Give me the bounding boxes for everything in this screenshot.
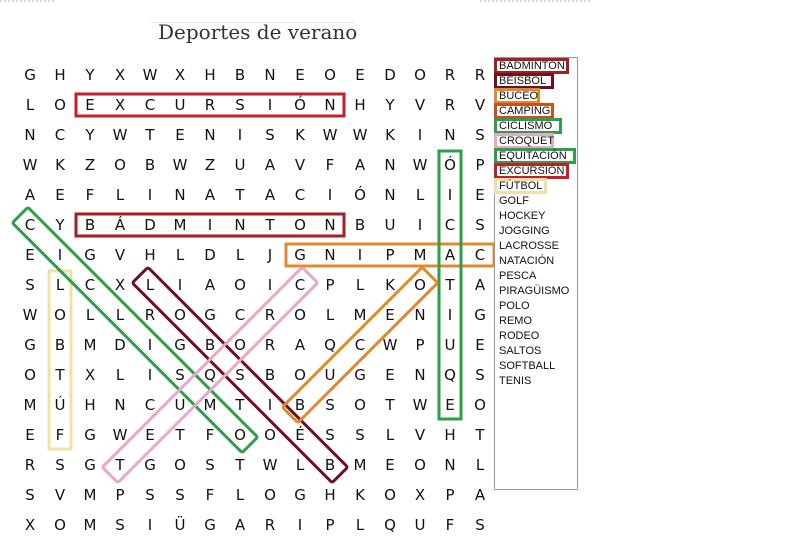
grid-cell[interactable]: E — [385, 306, 395, 324]
grid-cell[interactable]: Ü — [174, 516, 186, 534]
grid-cell[interactable]: G — [474, 306, 486, 324]
grid-cell[interactable]: I — [147, 336, 153, 354]
grid-cell[interactable]: I — [147, 366, 153, 384]
grid-cell[interactable]: C — [294, 276, 306, 294]
grid-cell[interactable]: S — [55, 456, 65, 474]
word-list-item: LACROSSE — [499, 240, 559, 252]
grid-cell[interactable]: O — [264, 486, 276, 504]
grid-cell[interactable]: Y — [385, 96, 395, 114]
grid-cell[interactable]: I — [297, 516, 303, 534]
grid-cell[interactable]: G — [354, 366, 366, 384]
grid-cell[interactable]: X — [114, 96, 126, 114]
grid-cell[interactable]: W — [352, 126, 368, 144]
grid-cell[interactable]: H — [204, 66, 216, 84]
grid-cell[interactable]: A — [264, 156, 276, 174]
grid-cell[interactable]: Q — [204, 366, 216, 384]
grid-cell[interactable]: R — [264, 516, 276, 534]
grid-cell[interactable]: S — [25, 276, 35, 294]
grid-cell[interactable]: A — [444, 246, 456, 264]
grid-cell[interactable]: N — [24, 126, 36, 144]
grid-cell[interactable]: I — [327, 186, 333, 204]
grid-cell[interactable]: Y — [55, 216, 65, 234]
grid-cell[interactable]: W — [172, 156, 188, 174]
grid-cell[interactable]: K — [55, 156, 65, 174]
grid-cell[interactable]: D — [384, 66, 396, 84]
grid-cell[interactable]: U — [174, 96, 186, 114]
grid-cell[interactable]: C — [54, 126, 66, 144]
grid-cell[interactable]: T — [385, 396, 395, 414]
grid-cell[interactable]: S — [475, 126, 485, 144]
grid-cell[interactable]: É — [295, 426, 305, 444]
grid-cell[interactable]: A — [264, 186, 276, 204]
grid-cell[interactable]: W — [142, 66, 158, 84]
grid-cell[interactable]: N — [324, 96, 336, 114]
grid-cell[interactable]: X — [84, 366, 96, 384]
grid-cell[interactable]: S — [205, 456, 215, 474]
grid-cell[interactable]: C — [24, 216, 36, 234]
grid-cell[interactable]: O — [324, 66, 336, 84]
grid-cell[interactable]: H — [444, 426, 456, 444]
grid-cell[interactable]: I — [147, 516, 153, 534]
grid-cell[interactable]: U — [234, 156, 246, 174]
grid-cell[interactable]: C — [234, 306, 246, 324]
grid-cell[interactable]: R — [204, 96, 216, 114]
grid-cell[interactable]: U — [414, 516, 426, 534]
grid-cell[interactable]: X — [414, 486, 426, 504]
grid-cell[interactable]: I — [447, 186, 453, 204]
grid-cell[interactable]: S — [235, 366, 245, 384]
grid-cell[interactable]: R — [24, 456, 36, 474]
grid-cell[interactable]: A — [354, 156, 366, 174]
top-border-left — [0, 0, 56, 2]
grid-cell[interactable]: E — [475, 186, 485, 204]
grid-cell[interactable]: T — [475, 426, 485, 444]
grid-cell[interactable]: S — [475, 216, 485, 234]
grid-cell[interactable]: A — [204, 186, 216, 204]
grid-cell[interactable]: I — [357, 246, 363, 264]
grid-cell[interactable]: I — [147, 186, 153, 204]
grid-cell[interactable]: H — [324, 486, 336, 504]
grid-cell[interactable]: W — [112, 426, 128, 444]
word-list-item: CICLISMO — [499, 120, 553, 132]
grid-cell[interactable]: O — [234, 336, 246, 354]
grid-cell[interactable]: M — [413, 246, 427, 264]
grid-cell[interactable]: X — [114, 66, 126, 84]
grid-cell[interactable]: N — [444, 126, 456, 144]
grid-cell[interactable]: K — [385, 126, 395, 144]
grid-cell[interactable]: K — [295, 126, 305, 144]
grid-cell[interactable]: V — [474, 96, 486, 114]
grid-cell[interactable]: L — [475, 456, 485, 474]
grid-cell[interactable]: S — [175, 366, 185, 384]
grid-cell[interactable]: S — [475, 516, 485, 534]
grid-cell[interactable]: Q — [444, 366, 456, 384]
grid-cell[interactable]: M — [83, 516, 97, 534]
grid-cell[interactable]: A — [234, 516, 246, 534]
grid-cell[interactable]: T — [235, 456, 245, 474]
grid-cell[interactable]: O — [234, 276, 246, 294]
grid-cell[interactable]: L — [25, 96, 35, 114]
grid-cell[interactable]: N — [324, 216, 336, 234]
grid-cell[interactable]: A — [204, 276, 216, 294]
grid-cell[interactable]: F — [445, 516, 455, 534]
grid-cell[interactable]: T — [235, 396, 245, 414]
grid-cell[interactable]: W — [382, 336, 398, 354]
grid-cell[interactable]: U — [444, 336, 456, 354]
grid-cell[interactable]: P — [385, 246, 395, 264]
grid-cell[interactable]: E — [25, 426, 35, 444]
grid-cell[interactable]: O — [294, 366, 306, 384]
grid-cell[interactable]: B — [264, 366, 276, 384]
grid-cell[interactable]: M — [83, 486, 97, 504]
grid-cell[interactable]: T — [445, 276, 455, 294]
grid-cell[interactable]: O — [54, 96, 66, 114]
grid-cell[interactable]: E — [145, 426, 155, 444]
grid-cell[interactable]: H — [84, 396, 96, 414]
grid-cell[interactable]: A — [474, 276, 486, 294]
grid-cell[interactable]: L — [355, 516, 365, 534]
word-list-item: TENIS — [499, 375, 532, 387]
grid-cell[interactable]: L — [295, 456, 305, 474]
grid-cell[interactable]: Ó — [294, 96, 306, 114]
grid-cell[interactable]: D — [114, 336, 126, 354]
grid-cell[interactable]: J — [267, 246, 273, 264]
grid-cell[interactable]: R — [444, 96, 456, 114]
grid-cell[interactable]: T — [235, 186, 245, 204]
grid-cell[interactable]: N — [444, 456, 456, 474]
grid-cell[interactable]: V — [54, 486, 66, 504]
grid-cell[interactable]: Ú — [54, 396, 66, 414]
grid-cell[interactable]: P — [415, 336, 425, 354]
grid-cell[interactable]: O — [474, 396, 486, 414]
grid-cell[interactable]: X — [174, 66, 186, 84]
grid-cell[interactable]: L — [115, 186, 125, 204]
grid-cell[interactable]: B — [234, 66, 246, 84]
grid-cell[interactable]: B — [324, 456, 336, 474]
top-border-right — [480, 0, 590, 2]
grid-cell[interactable]: G — [84, 246, 96, 264]
grid-cell[interactable]: D — [144, 216, 156, 234]
grid-cell[interactable]: A — [24, 186, 36, 204]
grid-cell[interactable]: O — [54, 516, 66, 534]
grid-cell[interactable]: G — [294, 486, 306, 504]
grid-cell[interactable]: T — [265, 216, 275, 234]
grid-cell[interactable]: R — [144, 306, 156, 324]
grid-cell[interactable]: O — [384, 486, 396, 504]
grid-cell[interactable]: O — [414, 456, 426, 474]
grid-cell[interactable]: S — [355, 426, 365, 444]
word-list-item: REMO — [499, 315, 532, 327]
word-list-item: EXCURSIÓN — [499, 165, 565, 177]
grid-cell[interactable]: B — [354, 216, 366, 234]
grid-cell[interactable]: E — [25, 246, 35, 264]
grid-cell[interactable]: O — [234, 426, 246, 444]
grid-cell[interactable]: O — [294, 306, 306, 324]
grid-cell[interactable]: F — [55, 426, 65, 444]
grid-cell[interactable]: M — [353, 306, 367, 324]
grid-cell[interactable]: B — [54, 336, 66, 354]
grid-cell[interactable]: S — [265, 126, 275, 144]
grid-cell[interactable]: R — [444, 66, 456, 84]
grid-cell[interactable]: M — [173, 216, 187, 234]
grid-cell[interactable]: R — [264, 336, 276, 354]
word-list-item: RODEO — [499, 330, 540, 342]
grid-cell[interactable]: Á — [114, 216, 126, 234]
grid-cell[interactable]: V — [294, 156, 306, 174]
word-list-item: BÉISBOL — [499, 75, 547, 87]
grid-cell[interactable]: E — [295, 66, 305, 84]
word-list-item: BÁDMINTON — [499, 60, 565, 72]
grid-cell[interactable]: W — [22, 156, 38, 174]
grid-cell[interactable]: M — [83, 336, 97, 354]
grid-cell[interactable]: T — [115, 456, 125, 474]
grid-cell[interactable]: B — [144, 156, 156, 174]
grid-cell[interactable]: H — [354, 96, 366, 114]
grid-cell[interactable]: W — [412, 156, 428, 174]
grid-cell[interactable]: C — [474, 246, 486, 264]
grid-cell[interactable]: N — [174, 186, 186, 204]
grid-cell[interactable]: L — [55, 276, 65, 294]
grid-cell[interactable]: E — [355, 66, 365, 84]
grid-cell[interactable]: D — [204, 246, 216, 264]
grid-cell[interactable]: F — [325, 156, 335, 174]
grid-cell[interactable]: U — [174, 396, 186, 414]
grid-cell[interactable]: Y — [85, 126, 95, 144]
grid-cell[interactable]: G — [84, 456, 96, 474]
grid-cell[interactable]: Q — [384, 516, 396, 534]
grid-cell[interactable]: G — [24, 66, 36, 84]
grid-cell[interactable]: C — [144, 396, 156, 414]
grid-cell[interactable]: Ó — [444, 156, 456, 174]
grid-cell[interactable]: Z — [84, 156, 96, 174]
grid-cell[interactable]: I — [267, 276, 273, 294]
grid-cell[interactable]: L — [355, 276, 365, 294]
grid-cell[interactable]: B — [84, 216, 96, 234]
grid-cell[interactable]: V — [414, 96, 426, 114]
grid-cell[interactable]: W — [322, 126, 338, 144]
grid-cell[interactable]: U — [384, 216, 396, 234]
grid-cell[interactable]: Z — [204, 156, 216, 174]
grid-cell[interactable]: N — [384, 186, 396, 204]
grid-cell[interactable]: E — [85, 96, 95, 114]
grid-cell[interactable]: W — [412, 396, 428, 414]
grid-cell[interactable]: E — [385, 456, 395, 474]
word-list-item: CROQUET — [499, 135, 554, 147]
grid-cell[interactable]: C — [84, 276, 96, 294]
grid-cell[interactable]: G — [204, 306, 216, 324]
grid-cell[interactable]: I — [177, 276, 183, 294]
grid-cell[interactable]: F — [205, 486, 215, 504]
grid-cell[interactable]: L — [235, 246, 245, 264]
grid-cell[interactable]: P — [325, 516, 335, 534]
grid-cell[interactable]: E — [475, 336, 485, 354]
grid-cell[interactable]: F — [205, 426, 215, 444]
grid-cell[interactable]: S — [325, 396, 335, 414]
grid-cell[interactable]: L — [235, 486, 245, 504]
grid-cell[interactable]: O — [354, 396, 366, 414]
grid-cell[interactable]: N — [234, 216, 246, 234]
grid-cell[interactable]: K — [355, 486, 365, 504]
grid-cell[interactable]: I — [207, 216, 213, 234]
grid-cell[interactable]: C — [144, 96, 156, 114]
grid-cell[interactable]: K — [385, 276, 395, 294]
grid-cell[interactable]: G — [144, 456, 156, 474]
grid-cell[interactable]: I — [417, 126, 423, 144]
grid-cell[interactable]: H — [144, 246, 156, 264]
word-list-item: SOFTBALL — [499, 360, 556, 372]
grid-cell[interactable]: I — [417, 216, 423, 234]
grid-cell[interactable]: C — [444, 216, 456, 234]
grid-cell[interactable]: S — [175, 486, 185, 504]
grid-cell[interactable]: O — [114, 156, 126, 174]
grid-cell[interactable]: S — [475, 366, 485, 384]
grid-cell[interactable]: O — [24, 366, 36, 384]
grid-cell[interactable]: L — [415, 186, 425, 204]
grid-cell[interactable]: O — [264, 426, 276, 444]
grid-cell[interactable]: L — [115, 366, 125, 384]
grid-cell[interactable]: R — [264, 306, 276, 324]
word-list-item: PESCA — [499, 270, 537, 282]
word-list-panel — [494, 57, 578, 490]
grid-cell[interactable]: U — [324, 366, 336, 384]
grid-cell[interactable]: Q — [324, 336, 336, 354]
grid-cell[interactable]: O — [414, 66, 426, 84]
grid-cell[interactable]: S — [115, 516, 125, 534]
grid-cell[interactable]: L — [385, 426, 395, 444]
grid-cell[interactable]: G — [84, 426, 96, 444]
grid-cell[interactable]: T — [175, 426, 185, 444]
grid-cell[interactable]: W — [262, 456, 278, 474]
grid-cell[interactable]: G — [294, 246, 306, 264]
grid-cell[interactable]: V — [414, 426, 426, 444]
grid-cell[interactable]: C — [354, 336, 366, 354]
grid-cell[interactable]: N — [324, 246, 336, 264]
grid-cell[interactable]: B — [204, 336, 216, 354]
grid-cell[interactable]: O — [54, 306, 66, 324]
grid-cell[interactable]: O — [174, 306, 186, 324]
grid-cell[interactable]: R — [474, 66, 486, 84]
word-list-item: FÚTBOL — [499, 180, 543, 192]
grid-cell[interactable]: P — [325, 276, 335, 294]
grid-cell[interactable]: E — [175, 126, 185, 144]
grid-cell[interactable]: P — [445, 486, 455, 504]
word-list-item: BUCEO — [499, 90, 539, 102]
puzzle-title: Deportes de verano — [158, 20, 358, 44]
word-list-item: JOGGING — [499, 225, 550, 237]
grid-cell[interactable]: G — [204, 516, 216, 534]
grid-cell[interactable]: N — [384, 156, 396, 174]
word-list-item: EQUITACIÓN — [499, 150, 567, 162]
grid-cell[interactable]: L — [175, 246, 185, 264]
grid-cell[interactable]: Ó — [354, 186, 366, 204]
grid-cell[interactable]: N — [114, 396, 126, 414]
grid-cell[interactable]: M — [23, 396, 37, 414]
grid-cell[interactable]: A — [474, 486, 486, 504]
grid-cell[interactable]: O — [174, 456, 186, 474]
grid-cell[interactable]: S — [325, 426, 335, 444]
word-list-item: POLO — [499, 300, 530, 312]
grid-cell[interactable]: E — [445, 396, 455, 414]
grid-cell[interactable]: N — [264, 66, 276, 84]
grid-cell[interactable]: Y — [85, 66, 95, 84]
grid-cell[interactable]: X — [114, 276, 126, 294]
grid-cell[interactable]: W — [22, 306, 38, 324]
grid-cell[interactable]: L — [145, 276, 155, 294]
grid-cell[interactable]: O — [294, 216, 306, 234]
grid-cell[interactable]: S — [25, 486, 35, 504]
grid-cell[interactable]: E — [55, 186, 65, 204]
grid-cell[interactable]: A — [294, 336, 306, 354]
grid-cell[interactable]: I — [267, 396, 273, 414]
grid-cell[interactable]: O — [414, 276, 426, 294]
grid-cell[interactable]: L — [85, 306, 95, 324]
grid-cell[interactable]: N — [414, 306, 426, 324]
grid-cell[interactable]: N — [414, 366, 426, 384]
word-list-item: GOLF — [499, 195, 529, 207]
grid-cell[interactable]: X — [24, 516, 36, 534]
grid-cell[interactable]: B — [294, 396, 306, 414]
grid-cell[interactable]: I — [447, 306, 453, 324]
word-list-item: CAMPING — [499, 105, 551, 117]
grid-cell[interactable]: I — [57, 246, 63, 264]
grid-cell[interactable]: S — [235, 96, 245, 114]
grid-cell[interactable]: H — [54, 66, 66, 84]
grid-cell[interactable]: V — [114, 246, 126, 264]
grid-cell[interactable]: C — [294, 186, 306, 204]
grid-cell[interactable]: I — [267, 96, 273, 114]
word-list-item: HOCKEY — [499, 210, 546, 222]
grid-cell[interactable]: T — [55, 366, 65, 384]
grid-cell[interactable]: G — [24, 336, 36, 354]
grid-cell[interactable]: L — [325, 306, 335, 324]
word-list-item: PIRAGÜISMO — [499, 285, 570, 297]
grid-cell[interactable]: G — [174, 336, 186, 354]
grid-cell[interactable]: P — [475, 156, 485, 174]
grid-cell[interactable]: M — [203, 396, 217, 414]
grid-cell[interactable]: I — [237, 126, 243, 144]
grid-cell[interactable]: L — [115, 306, 125, 324]
grid-cell[interactable]: W — [112, 126, 128, 144]
grid-cell[interactable]: M — [353, 456, 367, 474]
grid-cell[interactable]: F — [85, 186, 95, 204]
grid-cell[interactable]: N — [204, 126, 216, 144]
grid-cell[interactable]: T — [145, 126, 155, 144]
grid-cell[interactable]: S — [145, 486, 155, 504]
grid-cell[interactable]: E — [385, 366, 395, 384]
word-list-item: SALTOS — [499, 345, 542, 357]
grid-cell[interactable]: P — [115, 486, 125, 504]
letter-grid — [15, 60, 495, 540]
word-list-item: NATACIÓN — [499, 255, 555, 267]
